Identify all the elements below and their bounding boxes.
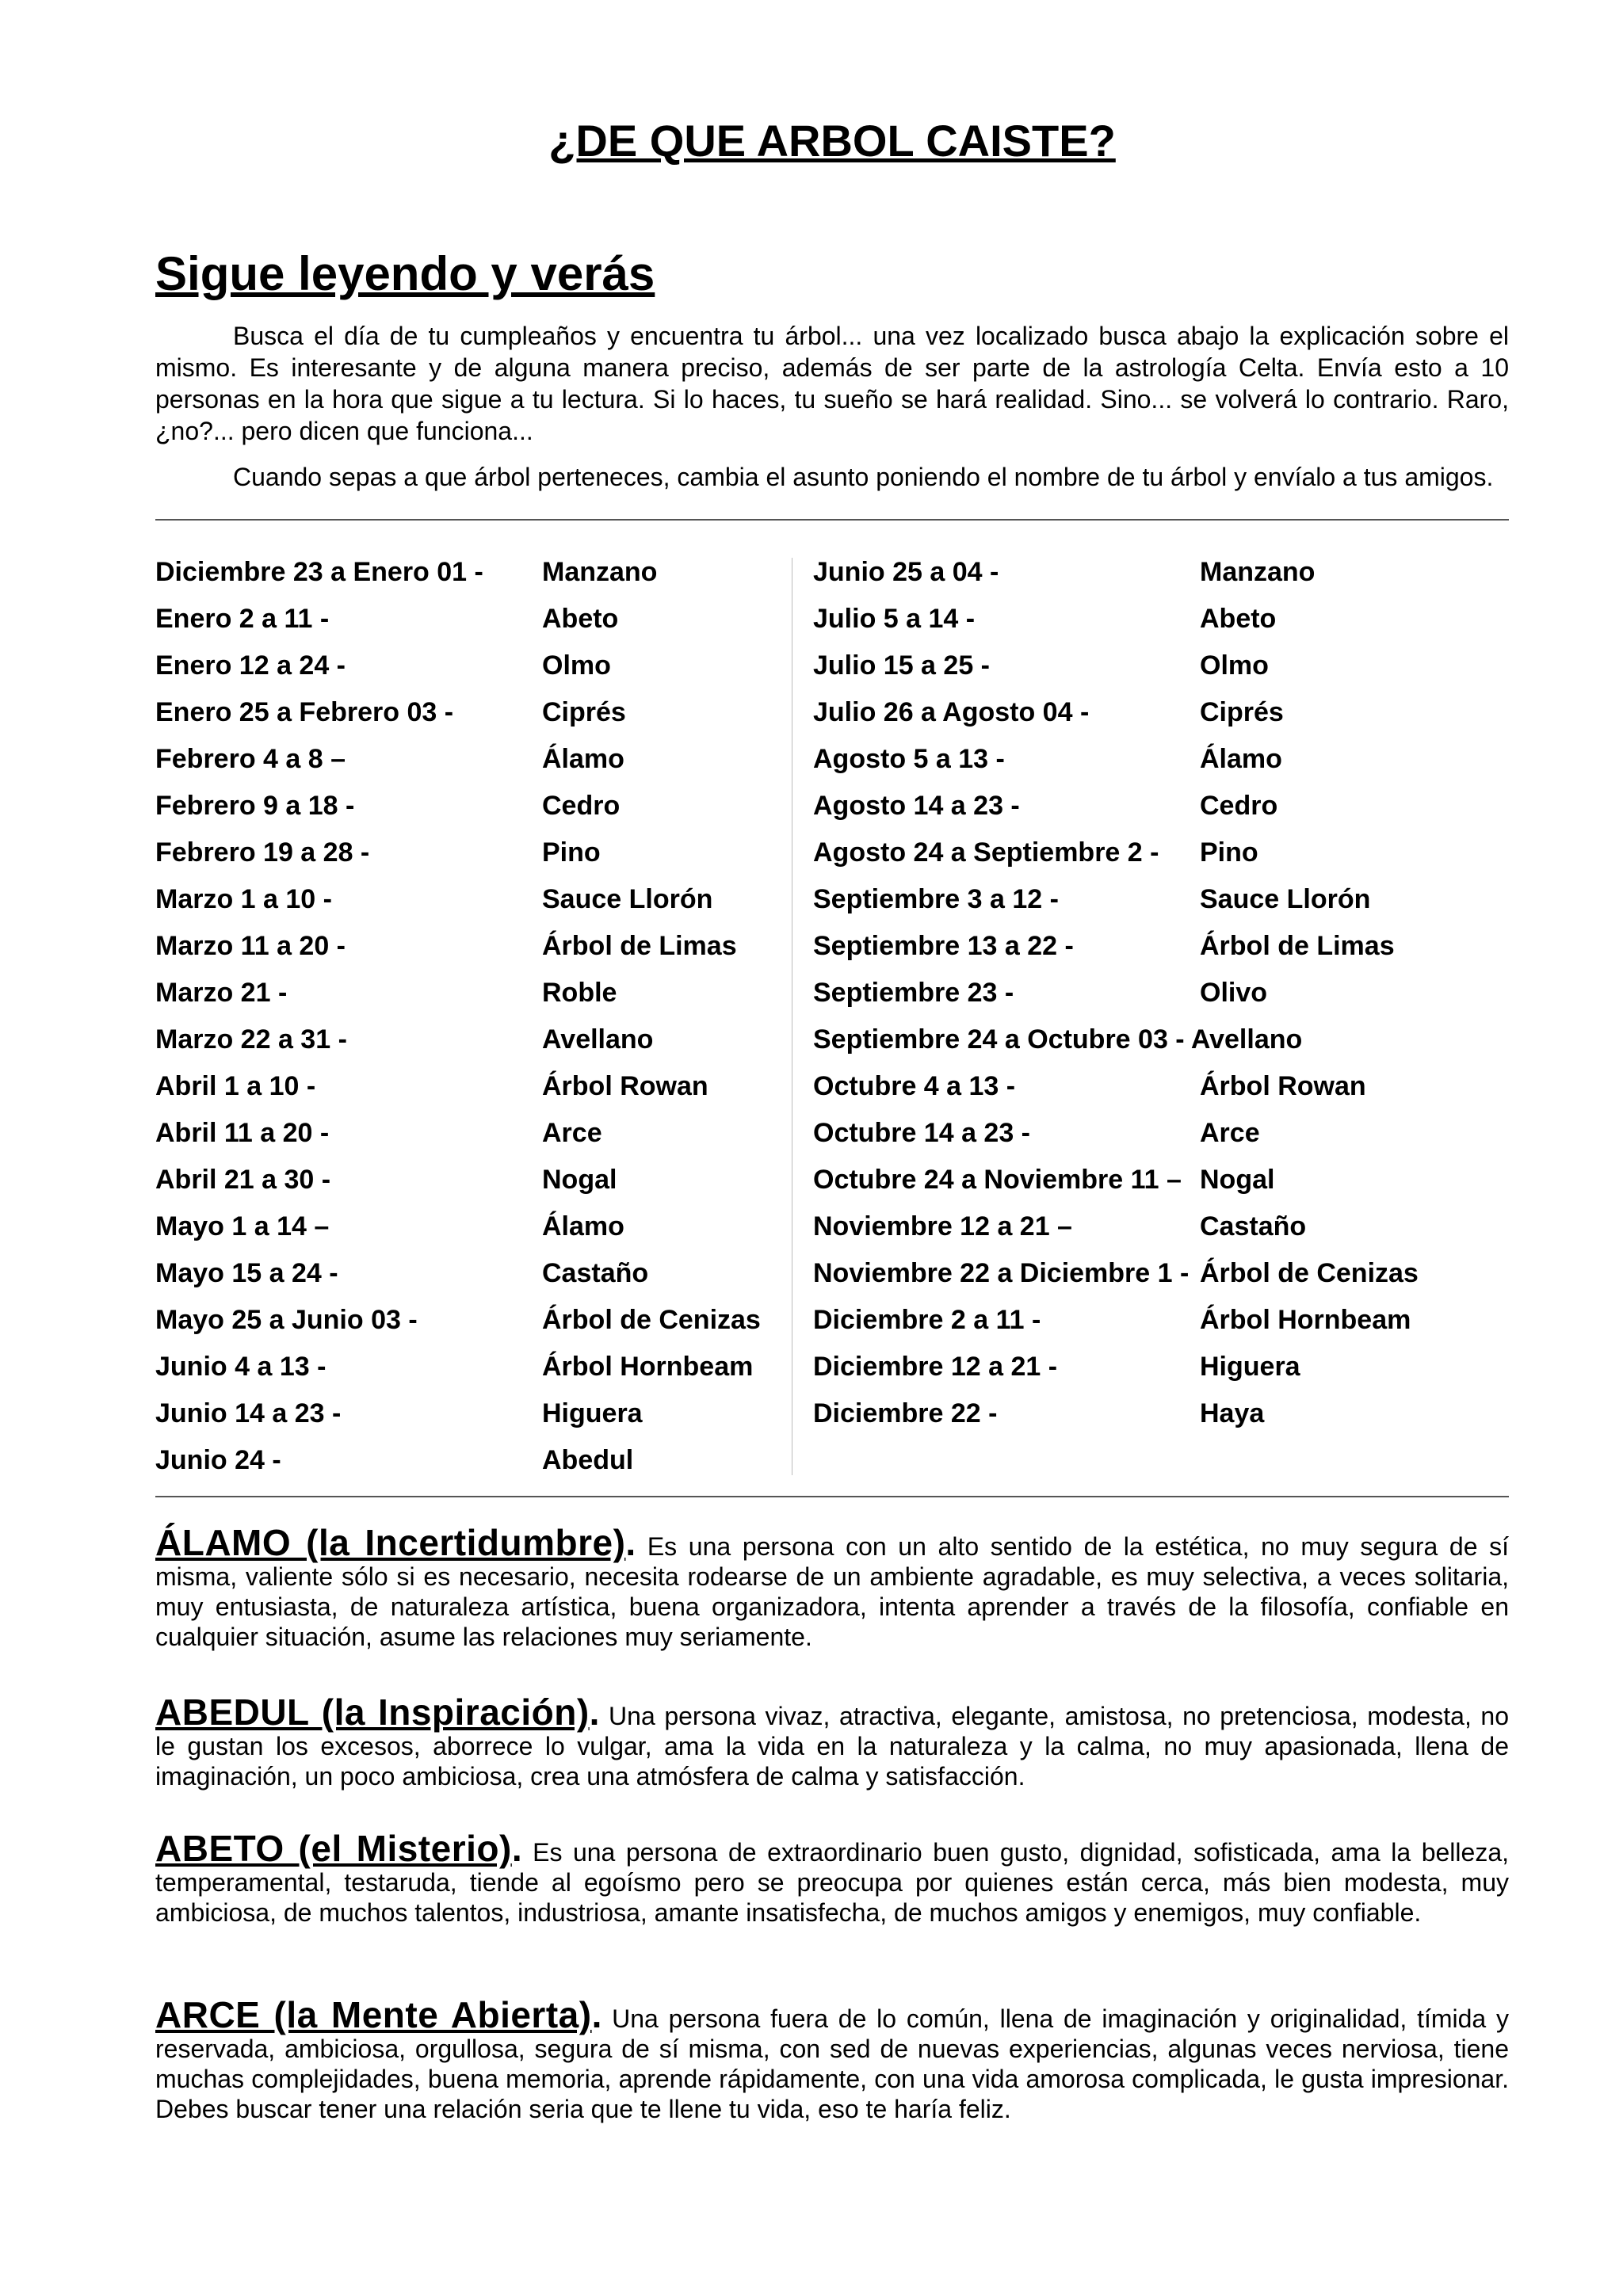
- entry-heading: ÁLAMO (la Incertidumbre): [155, 1522, 626, 1563]
- entry-heading-period: .: [625, 1522, 636, 1563]
- date-range: Mayo 15 a 24 -: [155, 1258, 338, 1288]
- tree-name: Cedro: [542, 791, 621, 821]
- table-row: [155, 1203, 781, 1250]
- date-range: Septiembre 3 a 12 -: [813, 884, 1059, 914]
- entry-heading: ABETO (el Misterio): [155, 1828, 512, 1869]
- tree-name: Árbol de Limas: [542, 931, 737, 961]
- table-row: [813, 736, 1510, 783]
- table-row: [155, 1344, 781, 1390]
- tree-name: Cedro: [1200, 791, 1278, 821]
- date-range: Abril 11 a 20 -: [155, 1118, 330, 1148]
- tree-name: Higuera: [542, 1398, 643, 1428]
- tree-name: Ciprés: [1200, 697, 1284, 727]
- entry-text: Una persona vivaz, atractiva, elegante, amistosa, no pretenciosa, modesta, no le gustan los excesos, aborrece lo vulgar, ama la vida en la naturaleza y la calma, no muy apasionada, llena de imaginación, un poco ambiciosa, crea una atmósfera de calma y satisfacción.: [155, 1702, 1510, 1791]
- tree-entry: [155, 1994, 1509, 2124]
- table-row: [813, 1203, 1510, 1250]
- table-row: [155, 596, 781, 643]
- tree-name: Árbol Rowan: [542, 1071, 708, 1101]
- date-range: Septiembre 23 -: [813, 978, 1014, 1008]
- date-range: Octubre 14 a 23 -: [813, 1118, 1031, 1148]
- tree-name: Abeto: [1200, 604, 1277, 634]
- date-range: Junio 14 a 23 -: [155, 1398, 342, 1428]
- table-row: [813, 1297, 1510, 1344]
- tree-name: Abeto: [542, 604, 619, 634]
- date-range: Abril 21 a 30 -: [155, 1165, 331, 1195]
- date-range: Septiembre 13 a 22 -: [813, 931, 1074, 961]
- date-range: Junio 24 -: [155, 1445, 281, 1475]
- date-range: Marzo 21 -: [155, 978, 288, 1008]
- table-row: [155, 783, 781, 830]
- tree-name: Árbol Hornbeam: [1200, 1305, 1411, 1335]
- entry-heading-period: .: [589, 1691, 600, 1733]
- table-row: [155, 549, 781, 596]
- table-row: [813, 1016, 1510, 1063]
- date-range: Abril 1 a 10 -: [155, 1071, 316, 1101]
- tree-entry: [155, 1691, 1510, 1791]
- entry-heading: ABEDUL (la Inspiración): [155, 1691, 590, 1733]
- tree-name: Sauce Llorón: [1200, 884, 1371, 914]
- tree-name: Árbol de Cenizas: [542, 1305, 761, 1335]
- date-range: Diciembre 2 a 11 -: [813, 1305, 1041, 1335]
- date-range: Febrero 4 a 8 –: [155, 744, 346, 774]
- tree-name: Manzano: [542, 557, 658, 587]
- table-row: [155, 970, 781, 1016]
- table-row: [155, 830, 781, 876]
- date-range: Mayo 1 a 14 –: [155, 1211, 330, 1241]
- table-row: [155, 689, 781, 736]
- tree-name: Olmo: [542, 650, 611, 681]
- tree-name: Nogal: [1200, 1165, 1275, 1195]
- tree-name: Higuera: [1200, 1352, 1300, 1382]
- tree-entry: [155, 1828, 1509, 1928]
- date-range: Mayo 25 a Junio 03 -: [155, 1305, 418, 1335]
- table-row: [813, 549, 1510, 596]
- table-row: [813, 1250, 1510, 1297]
- date-range: Julio 15 a 25 -: [813, 650, 990, 681]
- date-range: Febrero 19 a 28 -: [155, 837, 370, 868]
- date-range: Enero 12 a 24 -: [155, 650, 346, 681]
- tree-name: Arce: [542, 1118, 602, 1148]
- tree-name: Castaño: [1200, 1211, 1307, 1241]
- tree-entry: [155, 1522, 1510, 1652]
- tree-name: Ciprés: [542, 697, 626, 727]
- table-row: [813, 643, 1510, 689]
- date-range: Agosto 14 a 23 -: [813, 791, 1020, 821]
- entry-heading-period: .: [591, 1994, 602, 2035]
- date-range: Marzo 1 a 10 -: [155, 884, 332, 914]
- divider-line: [155, 519, 1509, 521]
- date-range: Agosto 24 a Septiembre 2 -: [813, 837, 1159, 868]
- tree-name: Roble: [542, 978, 617, 1008]
- tree-name: Pino: [542, 837, 601, 868]
- tree-name: Álamo: [1200, 744, 1282, 774]
- date-range: Junio 4 a 13 -: [155, 1352, 327, 1382]
- date-range: Julio 26 a Agosto 04 -: [813, 697, 1090, 727]
- tree-name: Árbol de Limas: [1200, 931, 1395, 961]
- date-range: Marzo 11 a 20 -: [155, 931, 346, 961]
- table-row: [155, 643, 781, 689]
- page-title: ¿DE QUE ARBOL CAISTE?: [548, 116, 1116, 166]
- tree-name: Árbol de Cenizas: [1200, 1258, 1419, 1288]
- entry-text: Una persona fuera de lo común, llena de imaginación y originalidad, tímida y reservada, ambiciosa, orgullosa, segura de sí misma, con sed de nuevas experiencias, algunas veces nerviosa, tiene muchas complejidades, buena memoria, aprende rápidamente, con una vida amorosa complicada, le gusta impresionar. Debes buscar tener una relación seria que te llene tu vida, eso te haría feliz.: [155, 2004, 1509, 2123]
- table-row: [813, 1110, 1510, 1157]
- table-row: [155, 1390, 781, 1437]
- table-row: [813, 596, 1510, 643]
- tree-table-left: [155, 549, 781, 1484]
- table-row: [813, 830, 1510, 876]
- tree-name: Álamo: [542, 744, 624, 774]
- tree-name: Abedul: [542, 1445, 634, 1475]
- date-range: Julio 5 a 14 -: [813, 604, 976, 634]
- tree-name: Árbol Rowan: [1200, 1071, 1366, 1101]
- entry-text: Es una persona de extraordinario buen gusto, dignidad, sofisticada, ama la belleza, temperamental, testaruda, tiende al egoísmo pero se preocupa por quienes están cerca, más bien modesta, muy ambiciosa, de muchos talentos, industriosa, amante insatisfecha, de muchos amigos y enemigos, muy confiable.: [155, 1838, 1509, 1927]
- tree-name: Árbol Hornbeam: [542, 1352, 754, 1382]
- table-row: [155, 1250, 781, 1297]
- date-range: Octubre 4 a 13 -: [813, 1071, 1016, 1101]
- intro-paragraph: Busca el día de tu cumpleaños y encuentra tu árbol... una vez localizado busca abajo la explicación sobre el mismo. Es interesante y de alguna manera preciso, además de ser parte de la astrología Celta. Envía esto a 10 personas en la hora que sigue a tu lectura. Si lo haces, tu sueño se hará realidad. Sino... se volverá lo contrario. Raro, ¿no?... pero dicen que funciona...: [155, 322, 1509, 445]
- intro-paragraph: Cuando sepas a que árbol perteneces, cambia el asunto poniendo el nombre de tu árbol y envíalo a tus amigos.: [233, 463, 1494, 491]
- table-row: [155, 1437, 781, 1484]
- entry-heading-period: .: [511, 1828, 522, 1869]
- table-row: [813, 923, 1510, 970]
- date-range: Enero 25 a Febrero 03 -: [155, 697, 454, 727]
- table-row: [813, 783, 1510, 830]
- tree-name: Olmo: [1200, 650, 1269, 681]
- table-row: [155, 1157, 781, 1203]
- entry-text: Es una persona con un alto sentido de la estética, no muy segura de sí misma, valiente sólo si es necesario, necesita rodearse de un ambiente agradable, es muy selectiva, a veces solitaria, muy entusiasta, de naturaleza artística, buena organizadora, intenta aprender a través de la filosofía, confiable en cualquier situación, asume las relaciones muy seriamente.: [155, 1532, 1510, 1651]
- date-range: Agosto 5 a 13 -: [813, 744, 1005, 774]
- table-row: [155, 876, 781, 923]
- date-range: Septiembre 24 a Octubre 03 - Avellano: [813, 1024, 1303, 1055]
- date-range: Diciembre 22 -: [813, 1398, 998, 1428]
- table-row: [813, 970, 1510, 1016]
- tree-table-right: [813, 549, 1510, 1437]
- table-row: [155, 1016, 781, 1063]
- table-row: [813, 1063, 1510, 1110]
- tree-name: Nogal: [542, 1165, 617, 1195]
- tree-name: Avellano: [542, 1024, 654, 1055]
- table-row: [813, 1390, 1510, 1437]
- tree-name: Castaño: [542, 1258, 649, 1288]
- table-row: [813, 689, 1510, 736]
- table-row: [813, 876, 1510, 923]
- date-range: Marzo 22 a 31 -: [155, 1024, 347, 1055]
- tree-name: Manzano: [1200, 557, 1316, 587]
- tree-name: Haya: [1200, 1398, 1265, 1428]
- table-row: [813, 1344, 1510, 1390]
- date-range: Enero 2 a 11 -: [155, 604, 330, 634]
- date-range: Noviembre 12 a 21 –: [813, 1211, 1072, 1241]
- date-range: Noviembre 22 a Diciembre 1 -: [813, 1258, 1190, 1288]
- table-row: [155, 1297, 781, 1344]
- date-range: Febrero 9 a 18 -: [155, 791, 355, 821]
- divider-line: [155, 1496, 1509, 1497]
- tree-name: Pino: [1200, 837, 1258, 868]
- page-subtitle: Sigue leyendo y verás: [155, 247, 655, 300]
- table-row: [155, 1063, 781, 1110]
- table-row: [155, 923, 781, 970]
- table-row: [813, 1157, 1510, 1203]
- date-range: Octubre 24 a Noviembre 11 –: [813, 1165, 1182, 1195]
- table-row: [155, 1110, 781, 1157]
- table-row: [155, 736, 781, 783]
- tree-name: Álamo: [542, 1211, 624, 1241]
- date-range: Diciembre 12 a 21 -: [813, 1352, 1058, 1382]
- tree-name: Arce: [1200, 1118, 1260, 1148]
- date-range: Diciembre 23 a Enero 01 -: [155, 557, 483, 587]
- tree-name: Sauce Llorón: [542, 884, 713, 914]
- entry-heading: ARCE (la Mente Abierta): [155, 1994, 592, 2035]
- date-range: Junio 25 a 04 -: [813, 557, 999, 587]
- tree-name: Olivo: [1200, 978, 1268, 1008]
